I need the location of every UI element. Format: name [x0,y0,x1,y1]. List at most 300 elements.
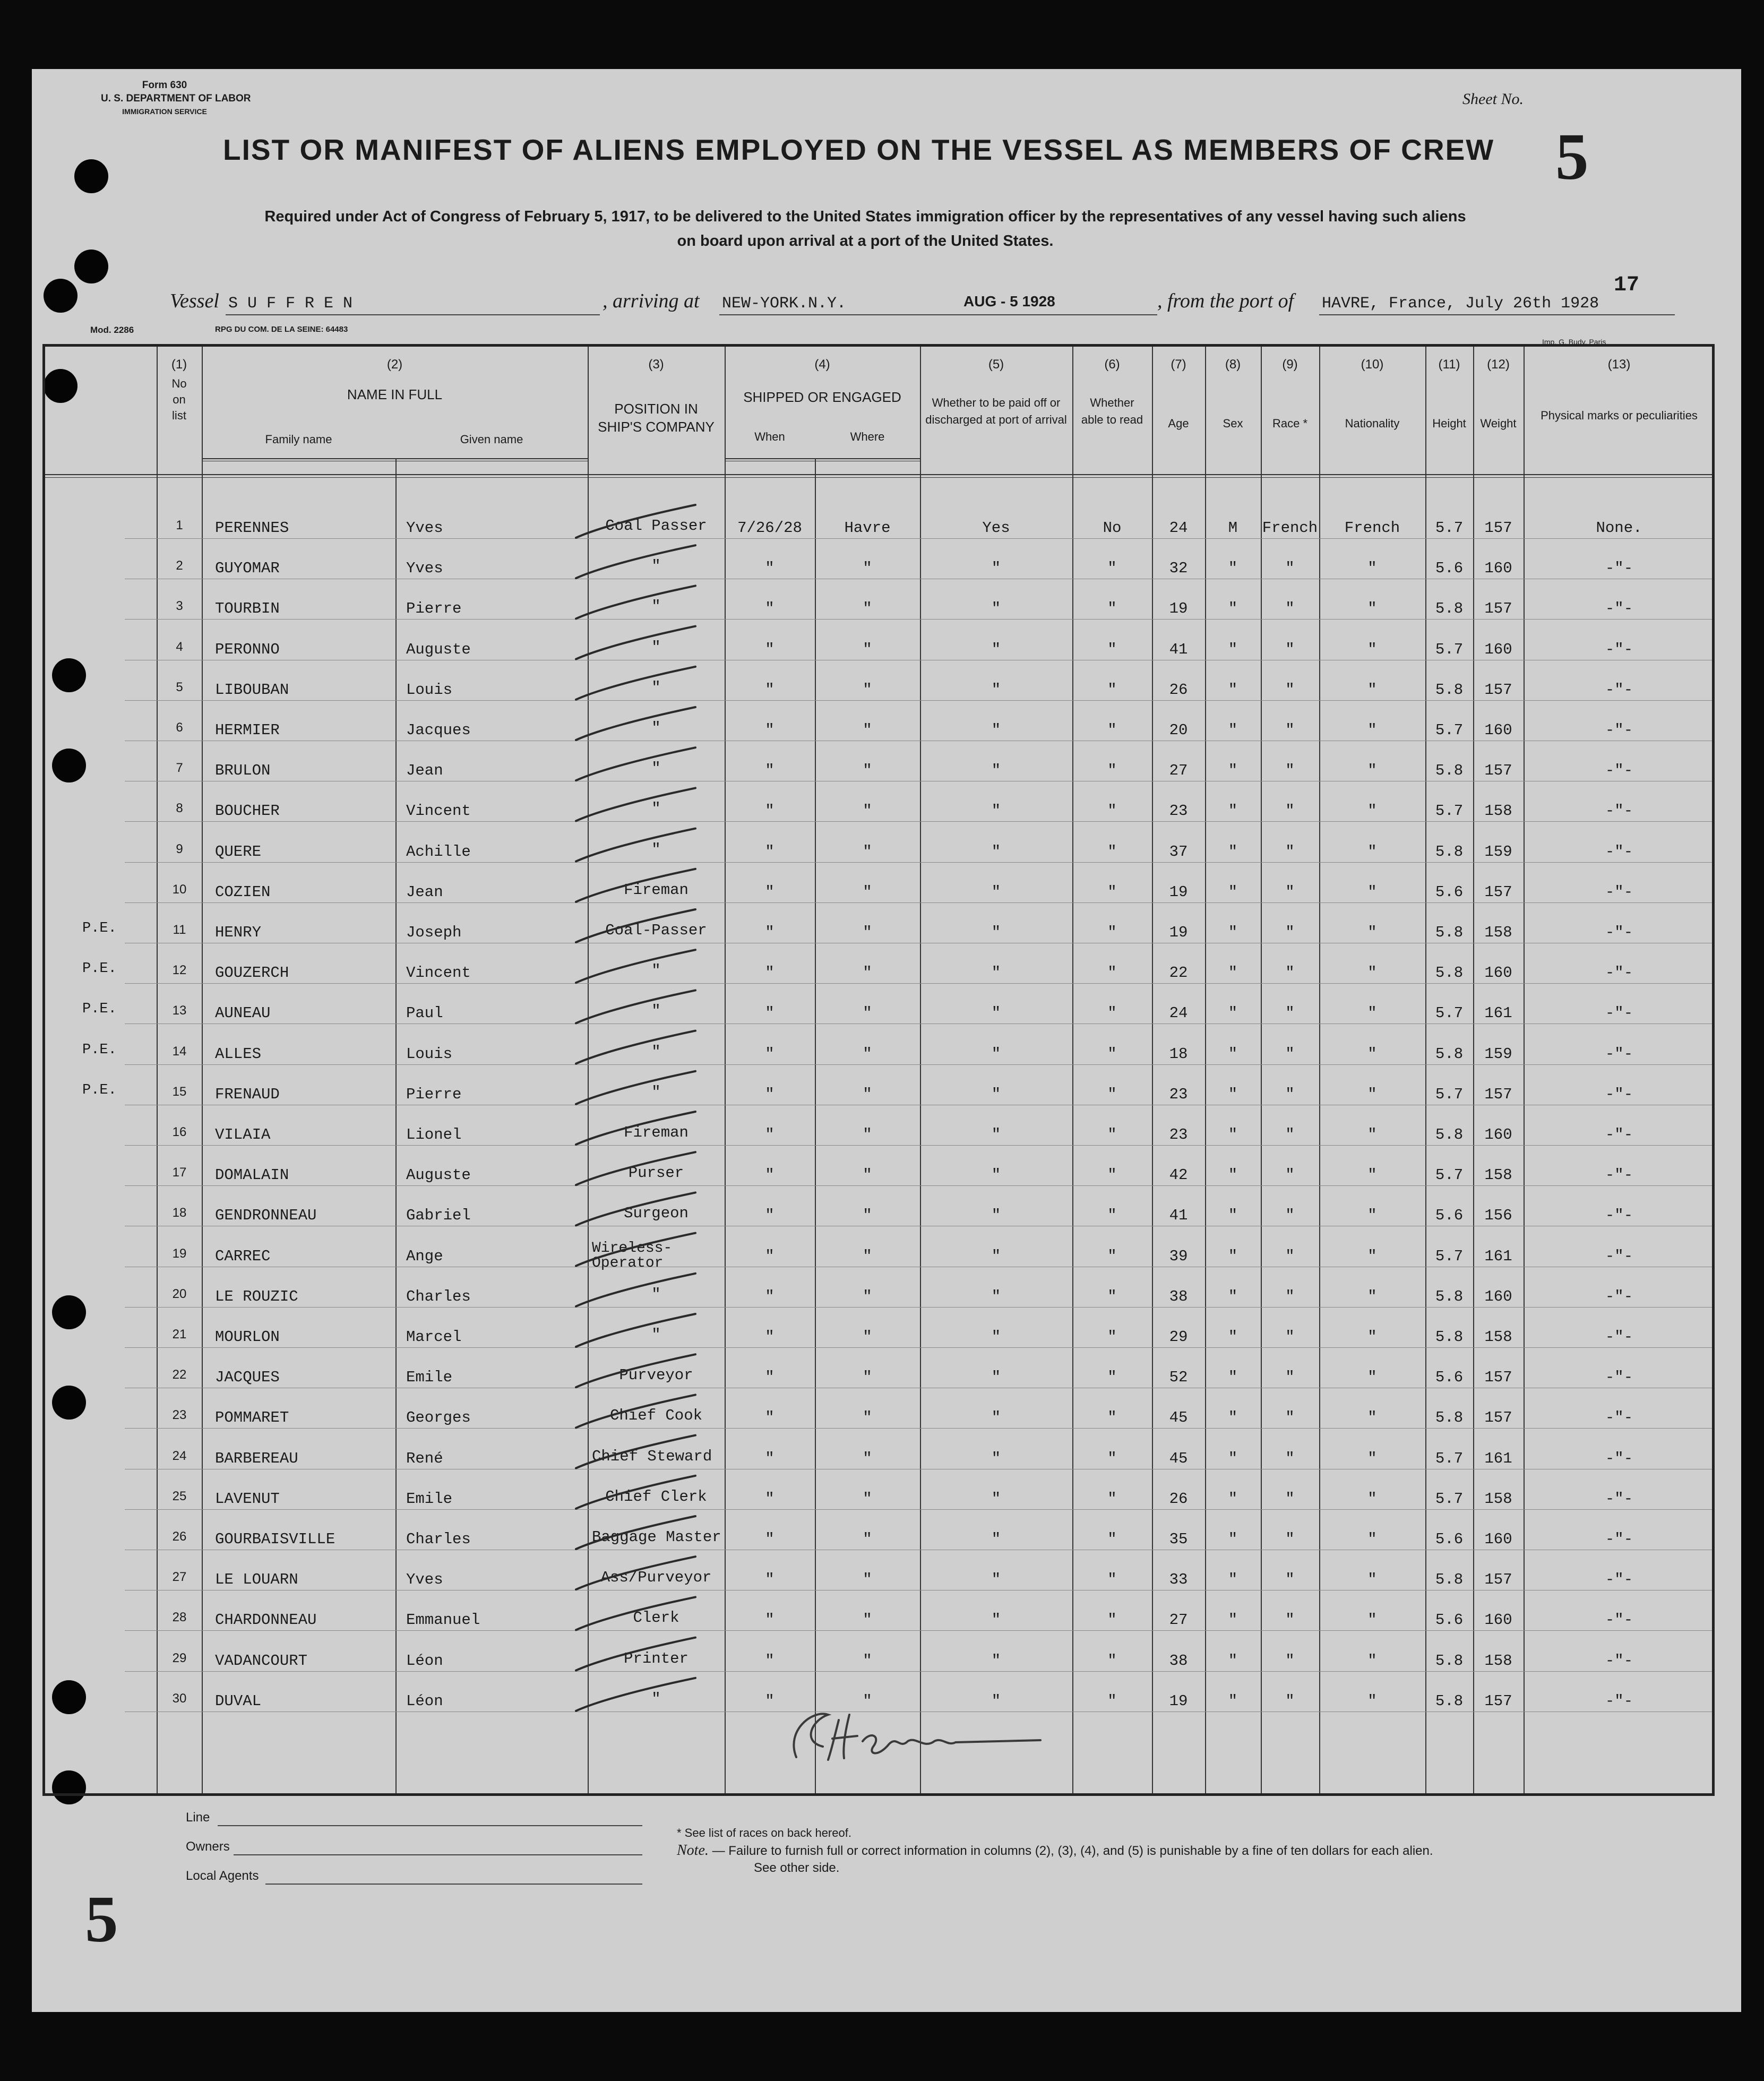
able-to-read: " [1107,1126,1117,1143]
shipped-where: " [863,681,872,699]
row-prefix: P.E. [82,961,117,977]
weight: 160 [1484,560,1512,578]
line-label: Line [186,1810,210,1825]
height: 5.7 [1435,519,1464,537]
able-to-read: " [1107,681,1117,699]
able-to-read: " [1107,1328,1117,1346]
weight: 160 [1484,1611,1512,1629]
shipped-when: " [765,1247,775,1265]
nationality: " [1367,1611,1377,1629]
shipped-where: " [863,1166,872,1184]
weight: 160 [1484,721,1512,739]
physical-marks: -"- [1605,681,1633,699]
able-to-read: " [1107,1571,1117,1589]
owners-underline [234,1854,642,1855]
col12-number: (12) [1487,357,1510,372]
family-name: MOURLON [215,1328,280,1346]
row-number: 13 [172,1003,187,1018]
paid-off: " [991,1490,1001,1508]
sex: " [1228,1409,1238,1427]
age: 45 [1169,1449,1188,1467]
sex: " [1228,802,1238,820]
given-name: Louis [406,1045,453,1063]
paid-off: " [991,1611,1001,1629]
age: 26 [1169,681,1188,699]
col4-heading: SHIPPED OR ENGAGED [743,389,901,405]
nationality: " [1367,964,1377,982]
height: 5.7 [1435,640,1464,658]
family-name: VILAIA [215,1126,271,1143]
physical-marks: -"- [1605,1045,1633,1063]
position: Ass/Purveyor [600,1569,712,1587]
race: " [1285,560,1295,578]
position: Coal-Passer [605,922,707,939]
signature-text: E Hervé [897,1764,915,1769]
able-to-read: No [1103,519,1122,537]
paid-off: " [991,1004,1001,1022]
shipped-where: " [863,1692,872,1710]
weight: 160 [1484,1530,1512,1548]
nationality: " [1367,842,1377,861]
position: Purser [628,1164,684,1182]
weight: 157 [1484,1571,1512,1589]
col13-heading: Physical marks or peculiarities [1541,409,1698,422]
sex: " [1228,1045,1238,1063]
height: 5.8 [1435,842,1464,861]
family-name: GOURBAISVILLE [215,1530,335,1548]
age: 41 [1169,1207,1188,1225]
position: Fireman [624,881,689,899]
col8-heading: Sex [1223,417,1243,430]
shipped-where: " [863,924,872,941]
departure-info: HAVRE, France, July 26th 1928 [1322,295,1599,313]
given-name: René [406,1449,443,1467]
paid-off: " [991,1369,1001,1387]
family-name: LE LOUARN [215,1571,298,1589]
position: " [651,800,661,818]
age: 32 [1169,560,1188,578]
able-to-read: " [1107,1166,1117,1184]
family-name: CARREC [215,1247,271,1265]
race: " [1285,802,1295,820]
nationality: " [1367,762,1377,780]
col2-heading: NAME IN FULL [347,386,443,402]
able-to-read: " [1107,1652,1117,1670]
nationality: " [1367,560,1377,578]
col12-heading: Weight [1480,417,1517,430]
able-to-read: " [1107,640,1117,658]
weight: 159 [1484,842,1512,861]
physical-marks: None. [1596,519,1642,537]
shipped-when: " [765,1530,775,1548]
punch-hole [74,159,108,193]
sheet-label: Sheet No. [1462,90,1524,108]
sex: " [1228,924,1238,941]
position: Printer [624,1649,689,1667]
race: " [1285,883,1295,901]
height: 5.6 [1435,1369,1464,1387]
given-name: Vincent [406,802,471,820]
sex: " [1228,1004,1238,1022]
given-name: Emile [406,1490,453,1508]
shipped-when: " [765,1166,775,1184]
printer-left: RPG DU COM. DE LA SEINE: 64483 [215,325,348,334]
shipped-when: " [765,1490,775,1508]
weight: 160 [1484,964,1512,982]
sex: " [1228,1126,1238,1143]
row-prefix: P.E. [82,921,117,936]
able-to-read: " [1107,1085,1117,1103]
paid-off: " [991,842,1001,861]
agents-underline [265,1884,642,1885]
family-name: POMMARET [215,1409,289,1427]
given-name: Gabriel [406,1207,471,1225]
col2-family-heading: Family name [265,433,332,446]
race: " [1285,1409,1295,1427]
position: " [651,1002,661,1020]
shipped-when: " [765,1692,775,1710]
height: 5.6 [1435,1207,1464,1225]
position: " [651,1083,661,1101]
weight: 158 [1484,1652,1512,1670]
shipped-where: " [863,762,872,780]
shipped-when: " [765,1328,775,1346]
race: " [1285,1004,1295,1022]
row-number: 5 [176,680,183,694]
note-label: Note. [677,1842,709,1859]
shipped-when: " [765,802,775,820]
sex: " [1228,1490,1238,1508]
able-to-read: " [1107,1692,1117,1710]
physical-marks: -"- [1605,600,1633,618]
given-name: Lionel [406,1126,462,1143]
row-rule [125,1185,1712,1186]
able-to-read: " [1107,924,1117,941]
race: " [1285,1449,1295,1467]
able-to-read: " [1107,1004,1117,1022]
position: " [651,719,661,737]
position: Coal Passer [605,517,707,535]
col7-heading: Age [1168,417,1189,430]
sex: " [1228,1530,1238,1548]
physical-marks: -"- [1605,1409,1633,1427]
age: 19 [1169,924,1188,941]
shipped-when: " [765,1085,775,1103]
row-number: 14 [172,1044,187,1059]
shipped-when: " [765,1287,775,1305]
position: " [651,1043,661,1061]
row-number: 17 [172,1165,187,1180]
family-name: GUYOMAR [215,560,280,578]
paid-off: " [991,1126,1001,1143]
height: 5.7 [1435,1166,1464,1184]
sex: " [1228,1369,1238,1387]
shipped-when: " [765,842,775,861]
shipped-where: " [863,560,872,578]
page-subtitle [138,204,1593,253]
agents-label: Local Agents [186,1869,259,1883]
able-to-read: " [1107,883,1117,901]
shipped-where: " [863,1126,872,1143]
weight: 156 [1484,1207,1512,1225]
paid-off: " [991,883,1001,901]
given-name: Jean [406,883,443,901]
row-number: 22 [172,1368,187,1382]
col2-given-heading: Given name [460,433,523,446]
shipped-where: " [863,964,872,982]
race: " [1285,842,1295,861]
height: 5.8 [1435,1692,1464,1710]
given-name: Auguste [406,1166,471,1184]
height: 5.7 [1435,1085,1464,1103]
race: " [1285,1611,1295,1629]
age: 18 [1169,1045,1188,1063]
position: " [651,598,661,616]
physical-marks: -"- [1605,560,1633,578]
able-to-read: " [1107,1530,1117,1548]
family-name: FRENAUD [215,1085,280,1103]
race: " [1285,1369,1295,1387]
position: " [651,760,661,778]
height: 5.7 [1435,1004,1464,1022]
position: Clerk [633,1609,679,1627]
race: " [1285,1530,1295,1548]
col7-number: (7) [1171,357,1186,372]
given-name: Louis [406,681,453,699]
paid-off: " [991,600,1001,618]
height: 5.8 [1435,1045,1464,1063]
form-number: Form 630 [142,80,187,91]
race: " [1285,600,1295,618]
shipped-where: " [863,1247,872,1265]
shipped-where: " [863,1611,872,1629]
sex: M [1228,519,1238,537]
row-number: 28 [172,1610,187,1625]
paid-off: " [991,1085,1001,1103]
sex: " [1228,1207,1238,1225]
family-name: BOUCHER [215,802,280,820]
col10-number: (10) [1361,357,1384,372]
race: " [1285,1328,1295,1346]
weight: 157 [1484,883,1512,901]
sex: " [1228,762,1238,780]
row-rule [125,862,1712,863]
line-underline [218,1825,642,1826]
row-number: 20 [172,1286,187,1301]
weight: 161 [1484,1004,1512,1022]
col6-heading: Whether able to read [1081,396,1143,426]
col3-heading: POSITION IN SHIP'S COMPANY [598,401,715,435]
weight: 161 [1484,1247,1512,1265]
height: 5.7 [1435,1247,1464,1265]
row-number: 24 [172,1448,187,1463]
shipped-where: " [863,721,872,739]
weight: 157 [1484,681,1512,699]
position: Surgeon [624,1205,689,1223]
race: " [1285,1045,1295,1063]
shipped-when: " [765,1571,775,1589]
physical-marks: -"- [1605,1449,1633,1467]
row-rule [125,1671,1712,1672]
row-number: 7 [176,761,183,776]
row-number: 10 [172,882,187,897]
paid-off: " [991,1328,1001,1346]
row-rule [125,700,1712,701]
nationality: " [1367,1530,1377,1548]
race: " [1285,1287,1295,1305]
given-name: Joseph [406,924,462,941]
shipped-when: " [765,1126,775,1143]
race: " [1285,1126,1295,1143]
row-number: 16 [172,1125,187,1139]
sheet-number: 5 [1555,121,1589,194]
sex: " [1228,560,1238,578]
row-prefix: P.E. [82,1082,117,1098]
physical-marks: -"- [1605,1085,1633,1103]
weight: 157 [1484,600,1512,618]
given-name: Achille [406,842,471,861]
nationality: " [1367,1207,1377,1225]
race: " [1285,924,1295,941]
sex: " [1228,600,1238,618]
given-name: Yves [406,560,443,578]
punch-hole [44,279,78,313]
row-number: 19 [172,1246,187,1261]
shipped-when: " [765,681,775,699]
sex: " [1228,1287,1238,1305]
shipped-when: " [765,1369,775,1387]
row-number: 29 [172,1650,187,1665]
sex: " [1228,1652,1238,1670]
given-name: Ange [406,1247,443,1265]
age: 29 [1169,1328,1188,1346]
service-name: IMMIGRATION SERVICE [122,107,207,116]
row-number: 25 [172,1489,187,1503]
paid-off: " [991,762,1001,780]
physical-marks: -"- [1605,1652,1633,1670]
row-number: 6 [176,720,183,735]
nationality: " [1367,600,1377,618]
shipped-where: " [863,1490,872,1508]
height: 5.8 [1435,1652,1464,1670]
nationality: " [1367,1449,1377,1467]
weight: 161 [1484,1449,1512,1467]
weight: 158 [1484,1328,1512,1346]
race: " [1285,1490,1295,1508]
physical-marks: -"- [1605,1611,1633,1629]
shipped-when: " [765,924,775,941]
row-number: 3 [176,599,183,614]
family-name: PERONNO [215,640,280,658]
printer-right: Imp. G. Budy, Paris [1542,338,1606,346]
arriving-port: NEW-YORK.N.Y. [722,295,847,313]
row-number: 9 [176,841,183,856]
shipped-when: " [765,1652,775,1670]
weight: 158 [1484,924,1512,941]
nationality: " [1367,1287,1377,1305]
able-to-read: " [1107,721,1117,739]
row-rule [125,619,1712,620]
physical-marks: -"- [1605,640,1633,658]
weight: 157 [1484,762,1512,780]
weight: 157 [1484,1369,1512,1387]
position: " [651,962,661,980]
family-name: HENRY [215,924,262,941]
paid-off: " [991,802,1001,820]
physical-marks: -"- [1605,1692,1633,1710]
mod-label: Mod. 2286 [90,325,134,335]
able-to-read: " [1107,1287,1117,1305]
race: " [1285,762,1295,780]
physical-marks: -"- [1605,1126,1633,1143]
paid-off: " [991,1409,1001,1427]
race-note: * See list of races on back hereof. [677,1826,851,1839]
race: " [1285,1652,1295,1670]
row-rule [125,821,1712,822]
row-number: 12 [172,963,187,978]
age: 37 [1169,842,1188,861]
age: 23 [1169,1085,1188,1103]
arriving-underline [719,314,1157,315]
able-to-read: " [1107,1207,1117,1225]
paid-off: " [991,1247,1001,1265]
position: Purveyor [619,1366,693,1385]
age: 23 [1169,1126,1188,1143]
row-rule [125,1428,1712,1429]
paid-off: " [991,640,1001,658]
row-number: 11 [173,923,186,937]
nationality: " [1367,681,1377,699]
shipped-where: " [863,802,872,820]
col9-number: (9) [1282,357,1298,372]
able-to-read: " [1107,560,1117,578]
sex: " [1228,721,1238,739]
given-name: Emmanuel [406,1611,480,1629]
given-name: Emile [406,1369,453,1387]
given-name: Marcel [406,1328,462,1346]
fine-note [677,1842,1433,1859]
given-name: Pierre [406,1085,462,1103]
nationality: " [1367,1045,1377,1063]
shipped-where: " [863,842,872,861]
nationality: " [1367,1490,1377,1508]
row-rule [125,983,1712,984]
shipped-when: " [765,762,775,780]
row-rule [125,902,1712,903]
corner-number: 17 [1614,273,1640,297]
able-to-read: " [1107,964,1117,982]
arrival-date: AUG - 5 1928 [963,293,1055,309]
height: 5.7 [1435,1449,1464,1467]
nationality: " [1367,1247,1377,1265]
col2-number: (2) [386,357,403,372]
physical-marks: -"- [1605,762,1633,780]
race: " [1285,681,1295,699]
sex: " [1228,1611,1238,1629]
family-name: JACQUES [215,1369,280,1387]
weight: 160 [1484,1126,1512,1143]
able-to-read: " [1107,1490,1117,1508]
from-port-label: , from the port of [1157,290,1294,312]
row-rule [125,1064,1712,1065]
age: 24 [1169,1004,1188,1022]
nationality: " [1367,1126,1377,1143]
nationality: " [1367,1652,1377,1670]
col4-where-heading: Where [850,430,885,443]
age: 45 [1169,1409,1188,1427]
weight: 159 [1484,1045,1512,1063]
able-to-read: " [1107,1247,1117,1265]
